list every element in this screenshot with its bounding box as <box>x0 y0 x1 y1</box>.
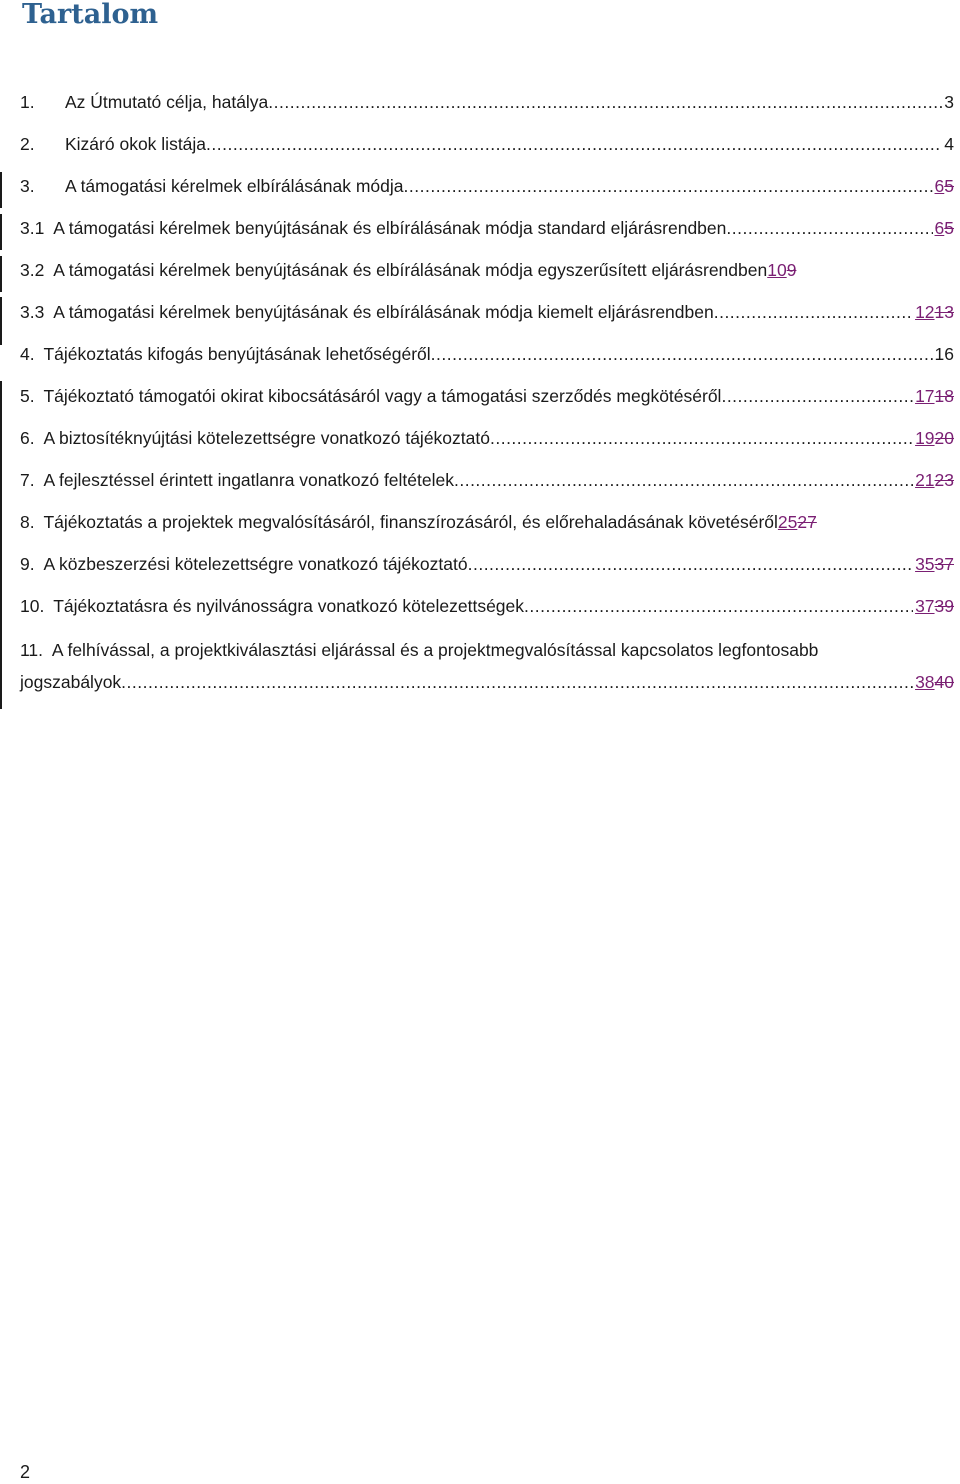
toc-entry-label: Kizáró okok listája <box>65 134 207 154</box>
toc-entry[interactable] <box>20 340 954 368</box>
revision-bar <box>0 297 2 345</box>
toc-entry-page: 4 <box>944 134 954 154</box>
revision-bar <box>0 381 2 709</box>
dot-leader <box>454 466 913 494</box>
toc-entry-page <box>778 508 817 536</box>
toc-entry-number: 10. <box>20 596 50 616</box>
revision-bar <box>0 214 2 250</box>
table-of-contents <box>0 0 960 720</box>
toc-entry-page <box>913 550 954 578</box>
page-deleted: 27 <box>797 512 817 532</box>
toc-entry[interactable] <box>20 550 954 578</box>
toc-entry[interactable] <box>20 466 954 494</box>
page-inserted: 10 <box>767 260 787 280</box>
toc-entry-number: 1. <box>20 92 35 112</box>
toc-entry-page <box>913 298 954 326</box>
page-deleted: 5 <box>944 218 954 238</box>
toc-entry-label: A fejlesztéssel érintett ingatlanra vonatkozó feltételek <box>43 470 454 490</box>
toc-entry-number: 8. <box>20 512 40 532</box>
toc-entry-page: 16 <box>934 344 954 364</box>
toc-entry-label: A biztosítéknyújtási kötelezettségre vonatkozó tájékoztató <box>43 428 490 448</box>
toc-entry-label-cont: jogszabályok <box>20 672 122 692</box>
dot-leader <box>490 424 913 452</box>
toc-entry-page <box>913 424 954 452</box>
toc-entry[interactable] <box>20 382 954 410</box>
toc-entry-page <box>913 668 954 696</box>
page-deleted: 37 <box>934 554 954 574</box>
page-deleted: 39 <box>934 596 954 616</box>
dot-leader <box>726 214 932 242</box>
toc-entry-label: Tájékoztatás a projektek megvalósításáról, finanszírozásáról, és előrehaladásának követéséről <box>43 512 778 532</box>
dot-leader <box>431 340 933 368</box>
toc-entry-number: 5. <box>20 386 40 406</box>
toc-entry-label: A támogatási kérelmek benyújtásának és elbírálásának módja kiemelt eljárásrendben <box>53 302 714 322</box>
page-deleted: 40 <box>934 672 954 692</box>
dot-leader <box>121 668 913 696</box>
page-deleted: 5 <box>944 176 954 196</box>
toc-entry-number: 6. <box>20 428 40 448</box>
page-inserted: 19 <box>915 428 935 448</box>
page-inserted: 25 <box>777 512 798 532</box>
toc-entry-number: 3.3 <box>20 302 50 322</box>
page-inserted: 35 <box>915 554 935 574</box>
dot-leader <box>714 298 913 326</box>
toc-entry-page <box>913 466 954 494</box>
page-title: Tartalom <box>22 0 159 30</box>
page-inserted: 37 <box>915 596 935 616</box>
page-deleted: 18 <box>934 386 954 406</box>
toc-entry-page <box>933 172 954 200</box>
dot-leader <box>721 382 913 410</box>
toc-entry-page <box>913 592 954 620</box>
toc-entry-number: 2. <box>20 134 35 154</box>
page-inserted: 17 <box>915 386 935 406</box>
dot-leader <box>206 130 942 158</box>
toc-entry-label: A közbeszerzési kötelezettségre vonatkozó tájékoztató <box>43 554 468 574</box>
page-number: 2 <box>20 1462 31 1482</box>
toc-entry[interactable] <box>20 256 954 284</box>
toc-entry-number: 11. <box>20 640 48 660</box>
toc-entry-number: 3.1 <box>20 218 50 238</box>
toc-entry[interactable] <box>20 214 954 242</box>
toc-entry-page: 3 <box>944 92 954 112</box>
toc-entry-number: 9. <box>20 554 40 574</box>
toc-entry[interactable] <box>20 130 954 158</box>
revision-bar <box>0 256 2 292</box>
toc-entry[interactable] <box>20 636 954 664</box>
toc-entry-continuation[interactable] <box>20 668 954 696</box>
page-inserted: 6 <box>934 218 945 238</box>
toc-entry[interactable] <box>20 298 954 326</box>
page-deleted: 23 <box>934 470 954 490</box>
toc-entry-page <box>767 256 796 284</box>
page-inserted: 21 <box>915 470 935 490</box>
dot-leader <box>524 592 913 620</box>
toc-entry-label: A támogatási kérelmek benyújtásának és elbírálásának módja egyszerűsített eljárásrendben <box>53 260 768 280</box>
page-inserted: 38 <box>915 672 935 692</box>
toc-entry-label: A felhívással, a projektkiválasztási eljárással és a projektmegvalósítással kapcsolatos legfontosabb <box>51 640 819 660</box>
toc-entry-label: A támogatási kérelmek elbírálásának módja <box>65 176 404 196</box>
toc-entry-label: A támogatási kérelmek benyújtásának és elbírálásának módja standard eljárásrendben <box>53 218 727 238</box>
toc-entry-page <box>913 382 954 410</box>
toc-entry[interactable] <box>20 172 954 200</box>
toc-entry-number: 3.2 <box>20 260 50 280</box>
toc-entry-label: Az Útmutató célja, hatálya <box>65 92 269 112</box>
toc-entry[interactable] <box>20 88 954 116</box>
revision-bar <box>0 172 2 208</box>
toc-entry-label: Tájékoztató támogatói okirat kibocsátásáról vagy a támogatási szerződés megkötéséről <box>43 386 722 406</box>
toc-entry[interactable] <box>20 592 954 620</box>
toc-entry-label: Tájékoztatás kifogás benyújtásának lehetőségéről <box>43 344 431 364</box>
toc-entry-page <box>933 214 954 242</box>
dot-leader <box>268 88 942 116</box>
toc-entry[interactable] <box>20 424 954 452</box>
dot-leader <box>404 172 933 200</box>
page-deleted: 13 <box>934 302 954 322</box>
dot-leader <box>468 550 913 578</box>
toc-entry-number: 3. <box>20 176 35 196</box>
toc-entry[interactable] <box>20 508 954 536</box>
toc-entry-label: Tájékoztatásra és nyilvánosságra vonatkozó kötelezettségek <box>53 596 525 616</box>
page-inserted: 12 <box>915 302 935 322</box>
toc-entry-number: 4. <box>20 344 40 364</box>
page-inserted: 6 <box>934 176 945 196</box>
toc-entry-number: 7. <box>20 470 40 490</box>
page-deleted: 20 <box>934 428 954 448</box>
page-deleted: 9 <box>786 260 797 280</box>
